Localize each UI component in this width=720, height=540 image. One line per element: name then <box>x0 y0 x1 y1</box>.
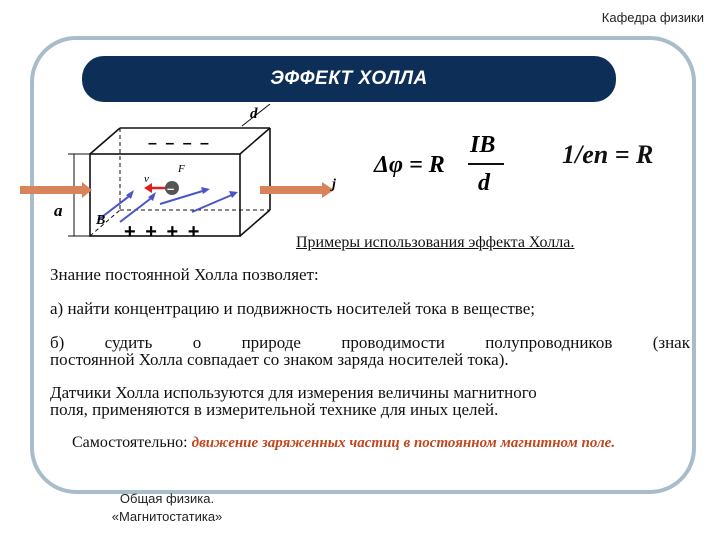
footer-line2: «Магнитостатика» <box>111 509 223 524</box>
self-study-note <box>72 434 662 452</box>
formula-numerator: IB <box>470 132 496 158</box>
current-arrow-in <box>20 182 92 198</box>
department-label: Кафедра физики <box>601 10 704 25</box>
course-footer <box>72 490 262 526</box>
label-B: B <box>96 213 106 228</box>
electron-sign: – <box>167 181 175 196</box>
hall-constant-formula: 1/en = R <box>562 140 654 169</box>
label-j: j <box>332 177 336 192</box>
hall-effect-diagram <box>20 104 360 244</box>
sensors-text-line2: поля, применяются в измерительной технике для иных целей. <box>50 400 499 419</box>
label-d: d <box>250 106 258 122</box>
slide-title: ЭФФЕКТ ХОЛЛА <box>82 56 616 102</box>
list-item-a: а) найти концентрацию и подвижность носителей тока в веществе; <box>50 299 536 318</box>
current-arrow-out <box>260 182 334 198</box>
formula-denominator: d <box>478 170 490 196</box>
label-v: v <box>144 173 149 185</box>
list-item-b-line1: б) судить о природе проводимости полупроводников (знак <box>50 333 690 352</box>
self-study-topic: движение заряженных частиц в постоянном магнитном поле. <box>191 435 616 451</box>
self-study-label: Самостоятельно: <box>72 434 188 451</box>
examples-heading: Примеры использования эффекта Холла. <box>296 234 575 251</box>
formula-lhs: Δφ = R <box>374 152 445 178</box>
positive-charges: + + + + <box>124 221 202 243</box>
footer-line1: Общая физика. <box>119 491 215 506</box>
intro-text: Знание постоянной Холла позволяет: <box>50 265 319 284</box>
hall-potential-formula <box>370 126 510 206</box>
label-a: a <box>54 201 63 220</box>
list-item-b-line2: постоянной Холла совпадает со знаком заряда носителей тока). <box>50 350 509 369</box>
negative-charges: – – – – <box>148 135 211 152</box>
sensors-text-line1: Датчики Холла используются для измерения величины магнитного <box>50 383 537 402</box>
label-F: F <box>178 163 185 175</box>
